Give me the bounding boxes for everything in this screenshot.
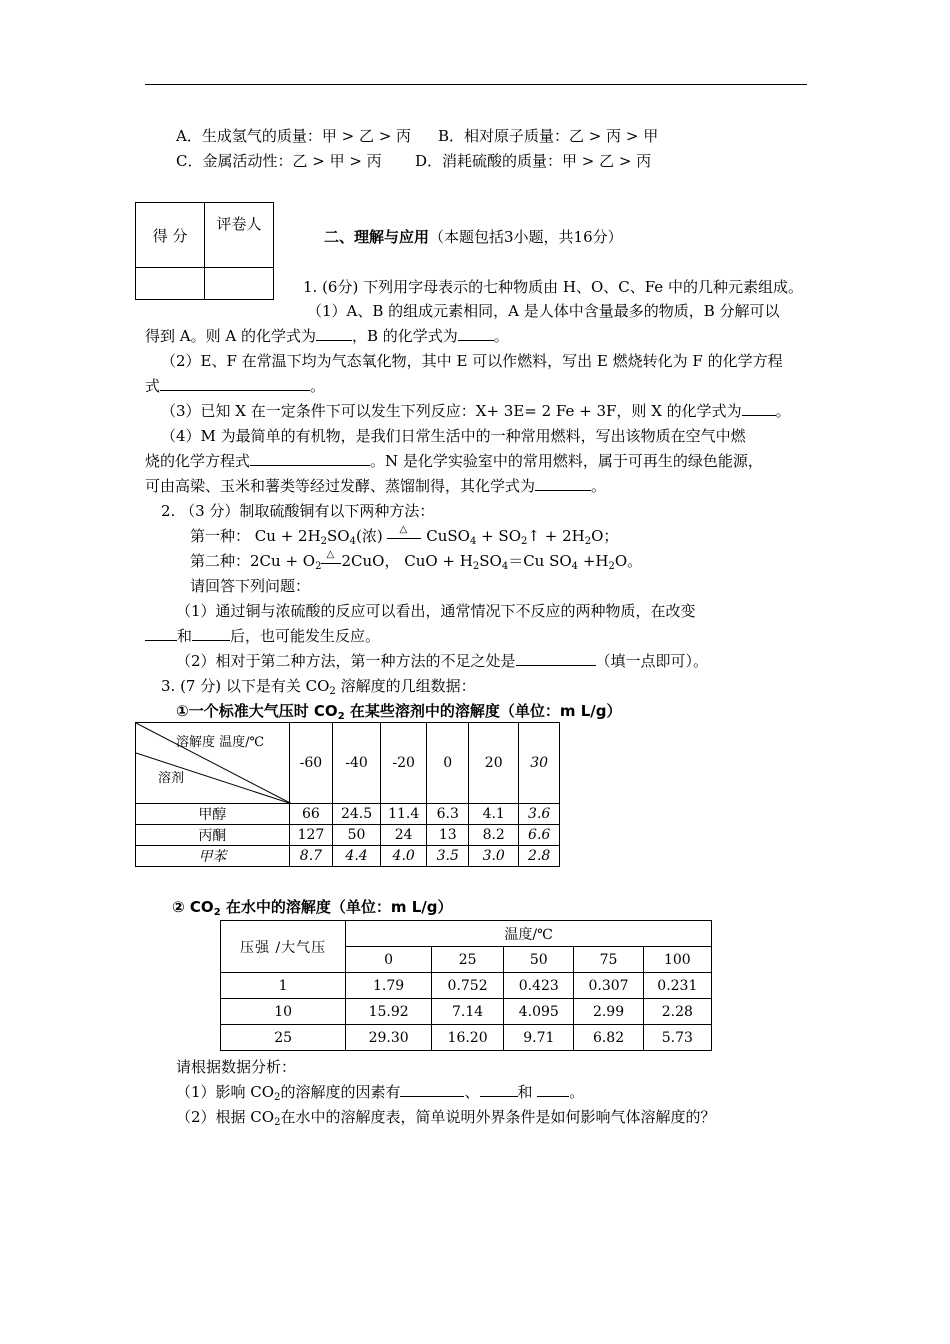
q2-method2: 第二种：$2Cu + O_2$ △ 2CuO， CuO + $H_2SO_4=Cu$ $SO_4 +H_2O$。 xyxy=(190,549,643,572)
option-a: A．生成氢气的质量：甲 > 乙 > 丙 xyxy=(176,127,412,145)
blank-x-formula[interactable] xyxy=(742,401,776,416)
q1-part4-line2: 烧的化学方程式 。N 是化学实验室中的常用燃料，属于可再生的绿色能源， xyxy=(145,452,763,470)
value-cell: 8.7 xyxy=(289,846,333,867)
value-cell: 24.5 xyxy=(333,804,381,825)
value-cell: 6.3 xyxy=(427,804,469,825)
blank-m-equation[interactable] xyxy=(250,451,370,466)
temp-header: 20 xyxy=(469,723,519,804)
q2-stem: 2. （3 分）制取硫酸铜有以下两种方法： xyxy=(161,502,435,520)
table-row xyxy=(221,999,712,1025)
blank-factor-2[interactable] xyxy=(480,1082,518,1097)
grader-cell[interactable] xyxy=(205,268,274,300)
temp-header: 25 xyxy=(432,947,504,973)
value-cell: 7.14 xyxy=(432,999,504,1025)
q1-part4-line3: 可由高梁、玉米和薯类等经过发酵、蒸馏制得，其化学式为 。 xyxy=(145,477,607,495)
table1-corner xyxy=(136,723,290,804)
q2-sub1-line2: 和 后，也可能发生反应。 xyxy=(145,626,380,646)
q2-method1: 第一种： $Cu + 2H_2SO_4$(浓) △ CuSO$_4$ + $SO_2↑ + 2H_2O$； xyxy=(190,524,619,547)
temp-header: 75 xyxy=(574,947,643,973)
value-cell: 8.2 xyxy=(469,825,519,846)
value-cell: 24 xyxy=(380,825,427,846)
blank-a-formula[interactable] xyxy=(316,326,352,341)
blank-drawback[interactable] xyxy=(516,651,596,666)
blank-b-formula[interactable] xyxy=(458,326,494,341)
section-title: 二、理解与应用 xyxy=(324,228,430,246)
solvent-cell: 丙酮 xyxy=(136,825,290,846)
value-cell: 4.0 xyxy=(380,846,427,867)
value-cell: 16.20 xyxy=(432,1025,504,1051)
score-label: 得 分 xyxy=(136,203,205,268)
value-cell: 0.231 xyxy=(643,973,711,999)
value-cell: 0.423 xyxy=(504,973,574,999)
table-row xyxy=(221,973,712,999)
value-cell: 6.82 xyxy=(574,1025,643,1051)
option-b: B．相对原子质量：乙 > 丙 > 甲 xyxy=(438,127,659,145)
table-row xyxy=(221,1025,712,1051)
value-cell: 9.71 xyxy=(504,1025,574,1051)
blank-condition-1[interactable] xyxy=(145,626,177,641)
value-cell: 4.1 xyxy=(469,804,519,825)
value-cell: 1.79 xyxy=(346,973,432,999)
pressure-cell: 25 xyxy=(221,1025,346,1051)
q2-ask: 请回答下列问题： xyxy=(190,577,311,595)
grader-label: 评卷人 xyxy=(205,203,274,268)
temp-header: -20 xyxy=(380,723,427,804)
temp-header: 0 xyxy=(346,947,432,973)
table2-title: ② $CO_2$ 在水中的溶解度（单位：m L/g） xyxy=(172,898,453,918)
pressure-cell: 1 xyxy=(221,973,346,999)
corner-top-label: 溶解度 温度/℃ xyxy=(176,735,265,750)
temp-header: 50 xyxy=(504,947,574,973)
value-cell: 29.30 xyxy=(346,1025,432,1051)
q1-part4-line1: （4）M 为最简单的有机物，是我们日常生活中的一种常用燃料，写出该物质在空气中燃 xyxy=(161,427,746,445)
q1-part2-line1: （2）E、F 在常温下均为气态氧化物，其中 E 可以作燃料，写出 E 燃烧转化为 F 的化学方程 xyxy=(161,352,783,370)
value-cell: 3.0 xyxy=(469,846,519,867)
value-cell: 13 xyxy=(427,825,469,846)
solvent-cell: 甲苯 xyxy=(136,846,290,867)
blank-factor-1[interactable] xyxy=(400,1082,464,1097)
q1-part2-line2: 式 。 xyxy=(145,377,326,395)
table-row xyxy=(136,846,560,867)
q3-analyze: 请根据数据分析： xyxy=(176,1058,297,1076)
value-cell: 5.73 xyxy=(643,1025,711,1051)
q3-stem: 3. (7 分) 以下是有关 $CO_2$ 溶解度的几组数据： xyxy=(161,677,476,697)
q1-stem: 1. (6分) 下列用字母表示的七种物质由 H、O、C、Fe 中的几种元素组成。 xyxy=(303,278,803,296)
option-d: D．消耗硫酸的质量：甲 > 乙 > 丙 xyxy=(415,152,652,170)
table-row xyxy=(136,825,560,846)
temp-header: 30 xyxy=(519,723,560,804)
section-note: （本题包括3小题，共16分） xyxy=(429,228,623,246)
table2-water xyxy=(220,920,712,1051)
q3-sub1: （1）影响 $CO_2$的溶解度的因素有 、 和 。 xyxy=(176,1083,585,1103)
q1-part1-line1: （1）A、B 的组成元素相同，A 是人体中含量最多的物质，B 分解可以 xyxy=(307,302,780,320)
value-cell: 0.752 xyxy=(432,973,504,999)
blank-factor-3[interactable] xyxy=(537,1082,569,1097)
value-cell: 2.28 xyxy=(643,999,711,1025)
solvent-cell: 甲醇 xyxy=(136,804,290,825)
pressure-cell: 10 xyxy=(221,999,346,1025)
q3-sub2: （2）根据 $CO_2$在水中的溶解度表，简单说明外界条件是如何影响气体溶解度的？ xyxy=(176,1108,716,1128)
option-c: C．金属活动性：乙 > 甲 > 丙 xyxy=(176,152,382,170)
q1-part1-line2: 得到 A。则 A 的化学式为 ，B 的化学式为 。 xyxy=(145,327,509,345)
value-cell: 4.4 xyxy=(333,846,381,867)
value-cell: 6.6 xyxy=(519,825,560,846)
value-cell: 3.5 xyxy=(427,846,469,867)
blank-n-formula[interactable] xyxy=(535,476,591,491)
value-cell: 15.92 xyxy=(346,999,432,1025)
value-cell: 3.6 xyxy=(519,804,560,825)
blank-e-equation[interactable] xyxy=(160,376,310,391)
value-cell: 2.99 xyxy=(574,999,643,1025)
value-cell: 0.307 xyxy=(574,973,643,999)
value-cell: 127 xyxy=(289,825,333,846)
value-cell: 66 xyxy=(289,804,333,825)
blank-condition-2[interactable] xyxy=(192,626,230,641)
value-cell: 4.095 xyxy=(504,999,574,1025)
q2-sub1-line1: （1）通过铜与浓硫酸的反应可以看出，通常情况下不反应的两种物质，在改变 xyxy=(176,602,696,620)
top-rule xyxy=(145,84,807,85)
value-cell: 11.4 xyxy=(380,804,427,825)
table1-solvents xyxy=(135,722,560,867)
pressure-header: 压强 /大气压 xyxy=(221,921,346,973)
table-row xyxy=(136,804,560,825)
table1-title: ①一个标准大气压时 $CO_2$ 在某些溶剂中的溶解度（单位：m L/g） xyxy=(176,702,622,722)
temp-header: 0 xyxy=(427,723,469,804)
q2-sub2: （2）相对于第二种方法，第一种方法的不足之处是 （填一点即可）。 xyxy=(176,652,709,670)
temp-header: -40 xyxy=(333,723,381,804)
score-box xyxy=(135,202,274,300)
temperature-header: 温度/℃ xyxy=(346,921,712,947)
section-heading xyxy=(324,227,623,247)
value-cell: 2.8 xyxy=(519,846,560,867)
q1-part3: （3）已知 X 在一定条件下可以发生下列反应：X+ 3E= 2 Fe + 3F，则 X 的化学式为 。 xyxy=(161,402,791,420)
temp-header: -60 xyxy=(289,723,333,804)
corner-bottom-label: 溶剂 xyxy=(158,771,185,786)
score-cell[interactable] xyxy=(136,268,205,300)
value-cell: 50 xyxy=(333,825,381,846)
temp-header: 100 xyxy=(643,947,711,973)
